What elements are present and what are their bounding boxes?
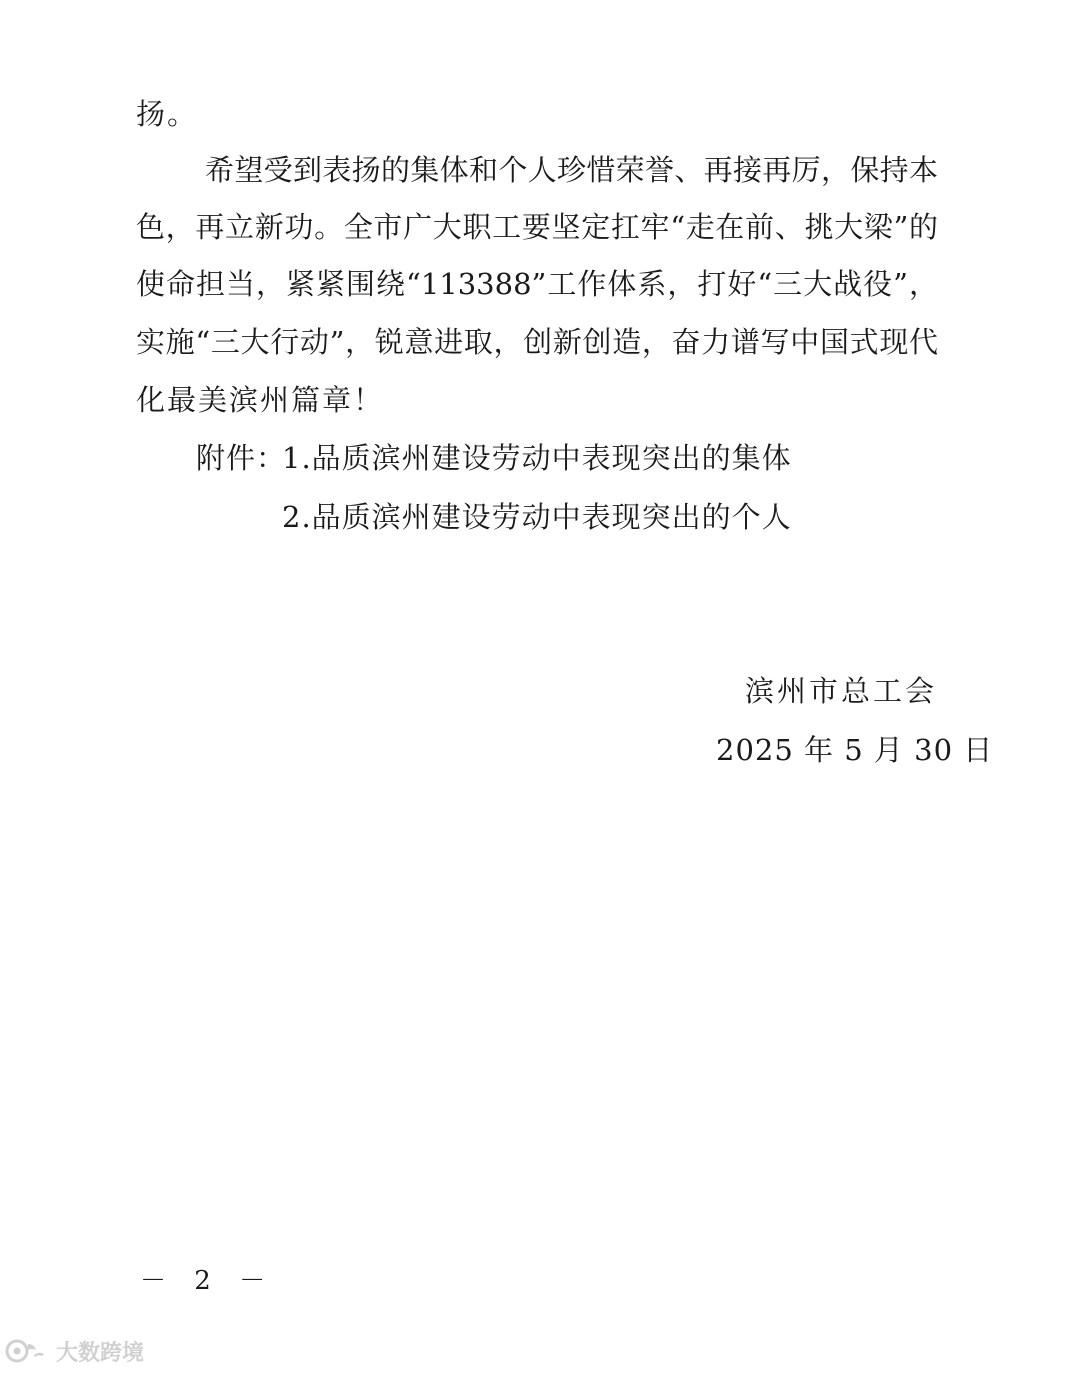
paragraph-line-1: 扬。 [136, 97, 199, 131]
attachment-item-2: 2.品质滨州建设劳动中表现突出的个人 [282, 500, 792, 534]
attachments-label: 附件： [196, 441, 287, 475]
paragraph-line-5: 实施“三大行动”，锐意进取，创新创造，奋力谱写中国式现代 [136, 325, 938, 359]
paragraph-line-2: 希望受到表扬的集体和个人珍惜荣誉、再接再厉，保持本 [205, 153, 938, 187]
watermark [4, 1333, 144, 1369]
watermark-text: 大数跨境 [56, 1340, 145, 1366]
signature-date: 2025 年 5 月 30 日 [716, 733, 994, 767]
paragraph-line-3: 色，再立新功。全市广大职工要坚定扛牢“走在前、挑大梁”的 [136, 210, 938, 244]
signature-organization: 滨州市总工会 [745, 674, 938, 708]
watermark-logo-icon [4, 1336, 52, 1366]
paragraph-line-6: 化最美滨州篇章！ [136, 383, 385, 417]
attachment-item-1: 1.品质滨州建设劳动中表现突出的集体 [282, 441, 792, 475]
paragraph-line-4: 使命担当，紧紧围绕“113388”工作体系，打好“三大战役”， [136, 267, 938, 301]
page-number: － 2 － [140, 1266, 276, 1296]
